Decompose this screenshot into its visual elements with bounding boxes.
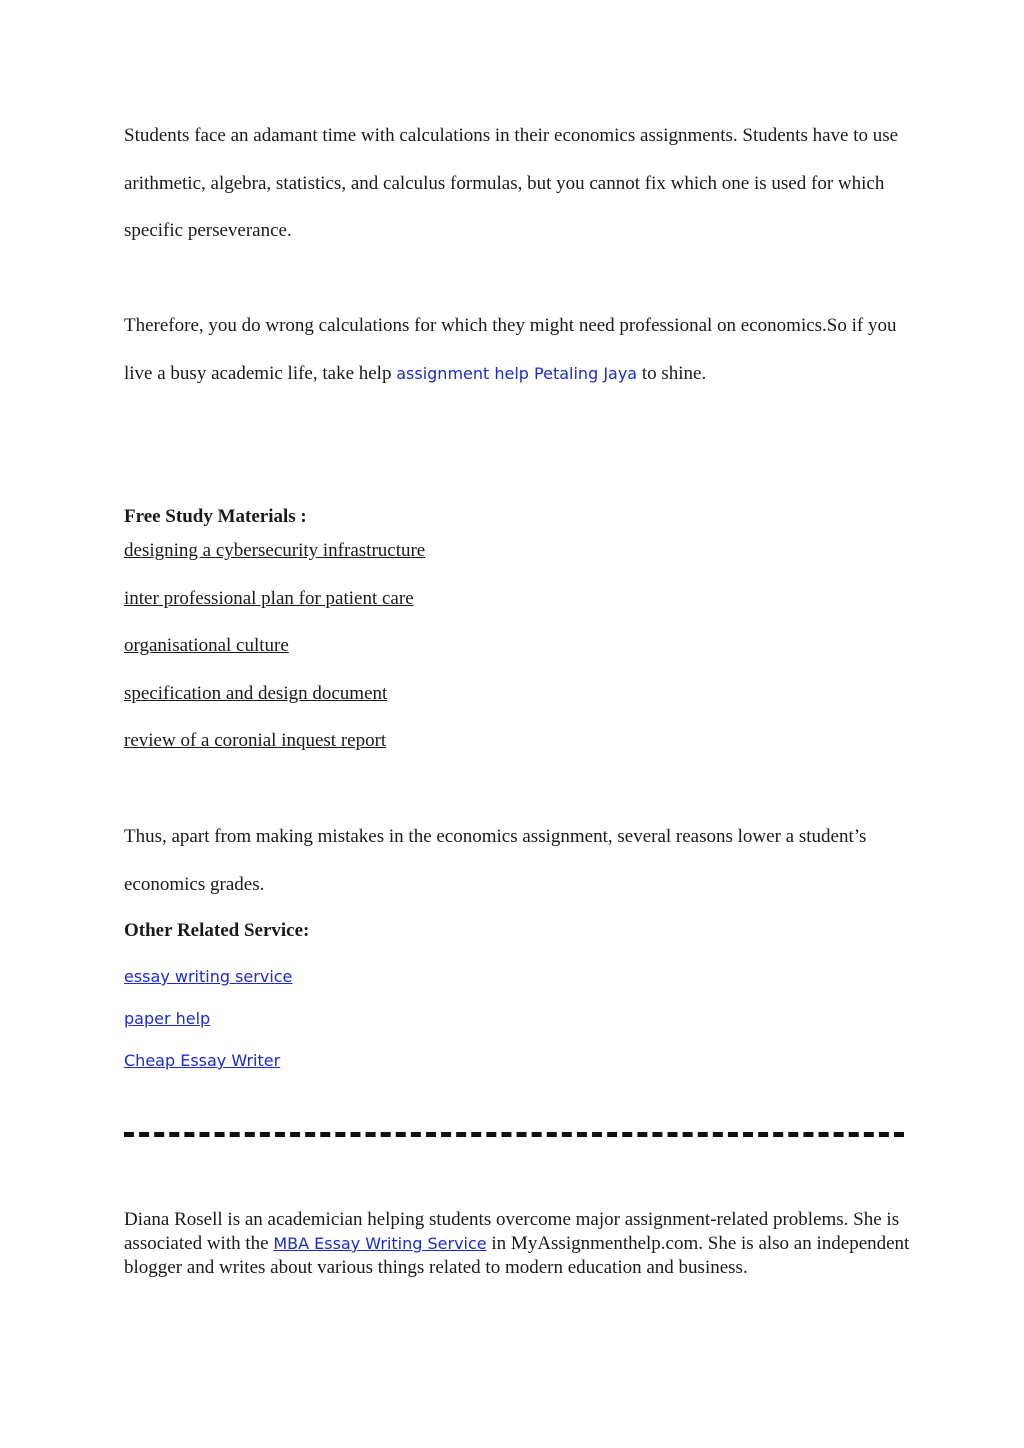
second-paragraph [124, 302, 904, 397]
list-item [124, 539, 425, 587]
service-link[interactable]: essay writing service [124, 967, 293, 986]
other-services-heading: Other Related Service: [124, 920, 310, 941]
list-item [124, 1050, 292, 1092]
second-paragraph-text-after: to shine. [637, 362, 707, 384]
list-item [124, 966, 292, 1008]
study-material-link[interactable]: review of a coronial inquest report [124, 730, 387, 751]
third-paragraph: Thus, apart from making mistakes in the economics assignment, several reasons lower a student’s economics grades. [124, 826, 867, 895]
author-bio [124, 1208, 914, 1280]
study-material-link[interactable]: organisational culture [124, 635, 289, 656]
study-material-link[interactable]: specification and design document [124, 682, 388, 704]
assignment-help-link[interactable]: assignment help Petaling Jaya [396, 363, 638, 383]
list-item [124, 1008, 292, 1050]
study-material-link[interactable]: inter professional plan for patient care [124, 587, 414, 609]
service-link[interactable]: paper help [124, 1009, 211, 1028]
intro-paragraph: Students face an adamant time with calculations in their economics assignments. Students have to use arithmetic, algebra, statistics, and calculus formulas, but you cannot fix which one is used for which specific perseverance. [124, 125, 899, 241]
list-item [124, 634, 425, 682]
second-paragraph-text-before: Therefore, you do wrong calculations for which they might need professional on economics.So if you live a busy academic life, take help [124, 315, 897, 384]
bio-text-before: Diana Rosell is an academician helping students overcome major assignment-related problems. She is associated with the [124, 1209, 900, 1254]
list-item [124, 682, 425, 730]
list-item [124, 729, 425, 777]
list-item [124, 587, 425, 635]
other-services-list [124, 966, 292, 1092]
free-study-list [124, 539, 425, 777]
service-link[interactable]: Cheap Essay Writer [124, 1051, 281, 1070]
mba-essay-link[interactable]: MBA Essay Writing Service [273, 1234, 487, 1253]
study-material-link[interactable]: designing a cybersecurity infrastructure [124, 540, 426, 561]
free-study-heading: Free Study Materials : [124, 506, 307, 527]
dashed-divider [124, 1132, 904, 1137]
bio-text-after: in MyAssignmenthelp.com. She is also an independent blogger and writes about various things related to modern education and business. [124, 1233, 910, 1278]
